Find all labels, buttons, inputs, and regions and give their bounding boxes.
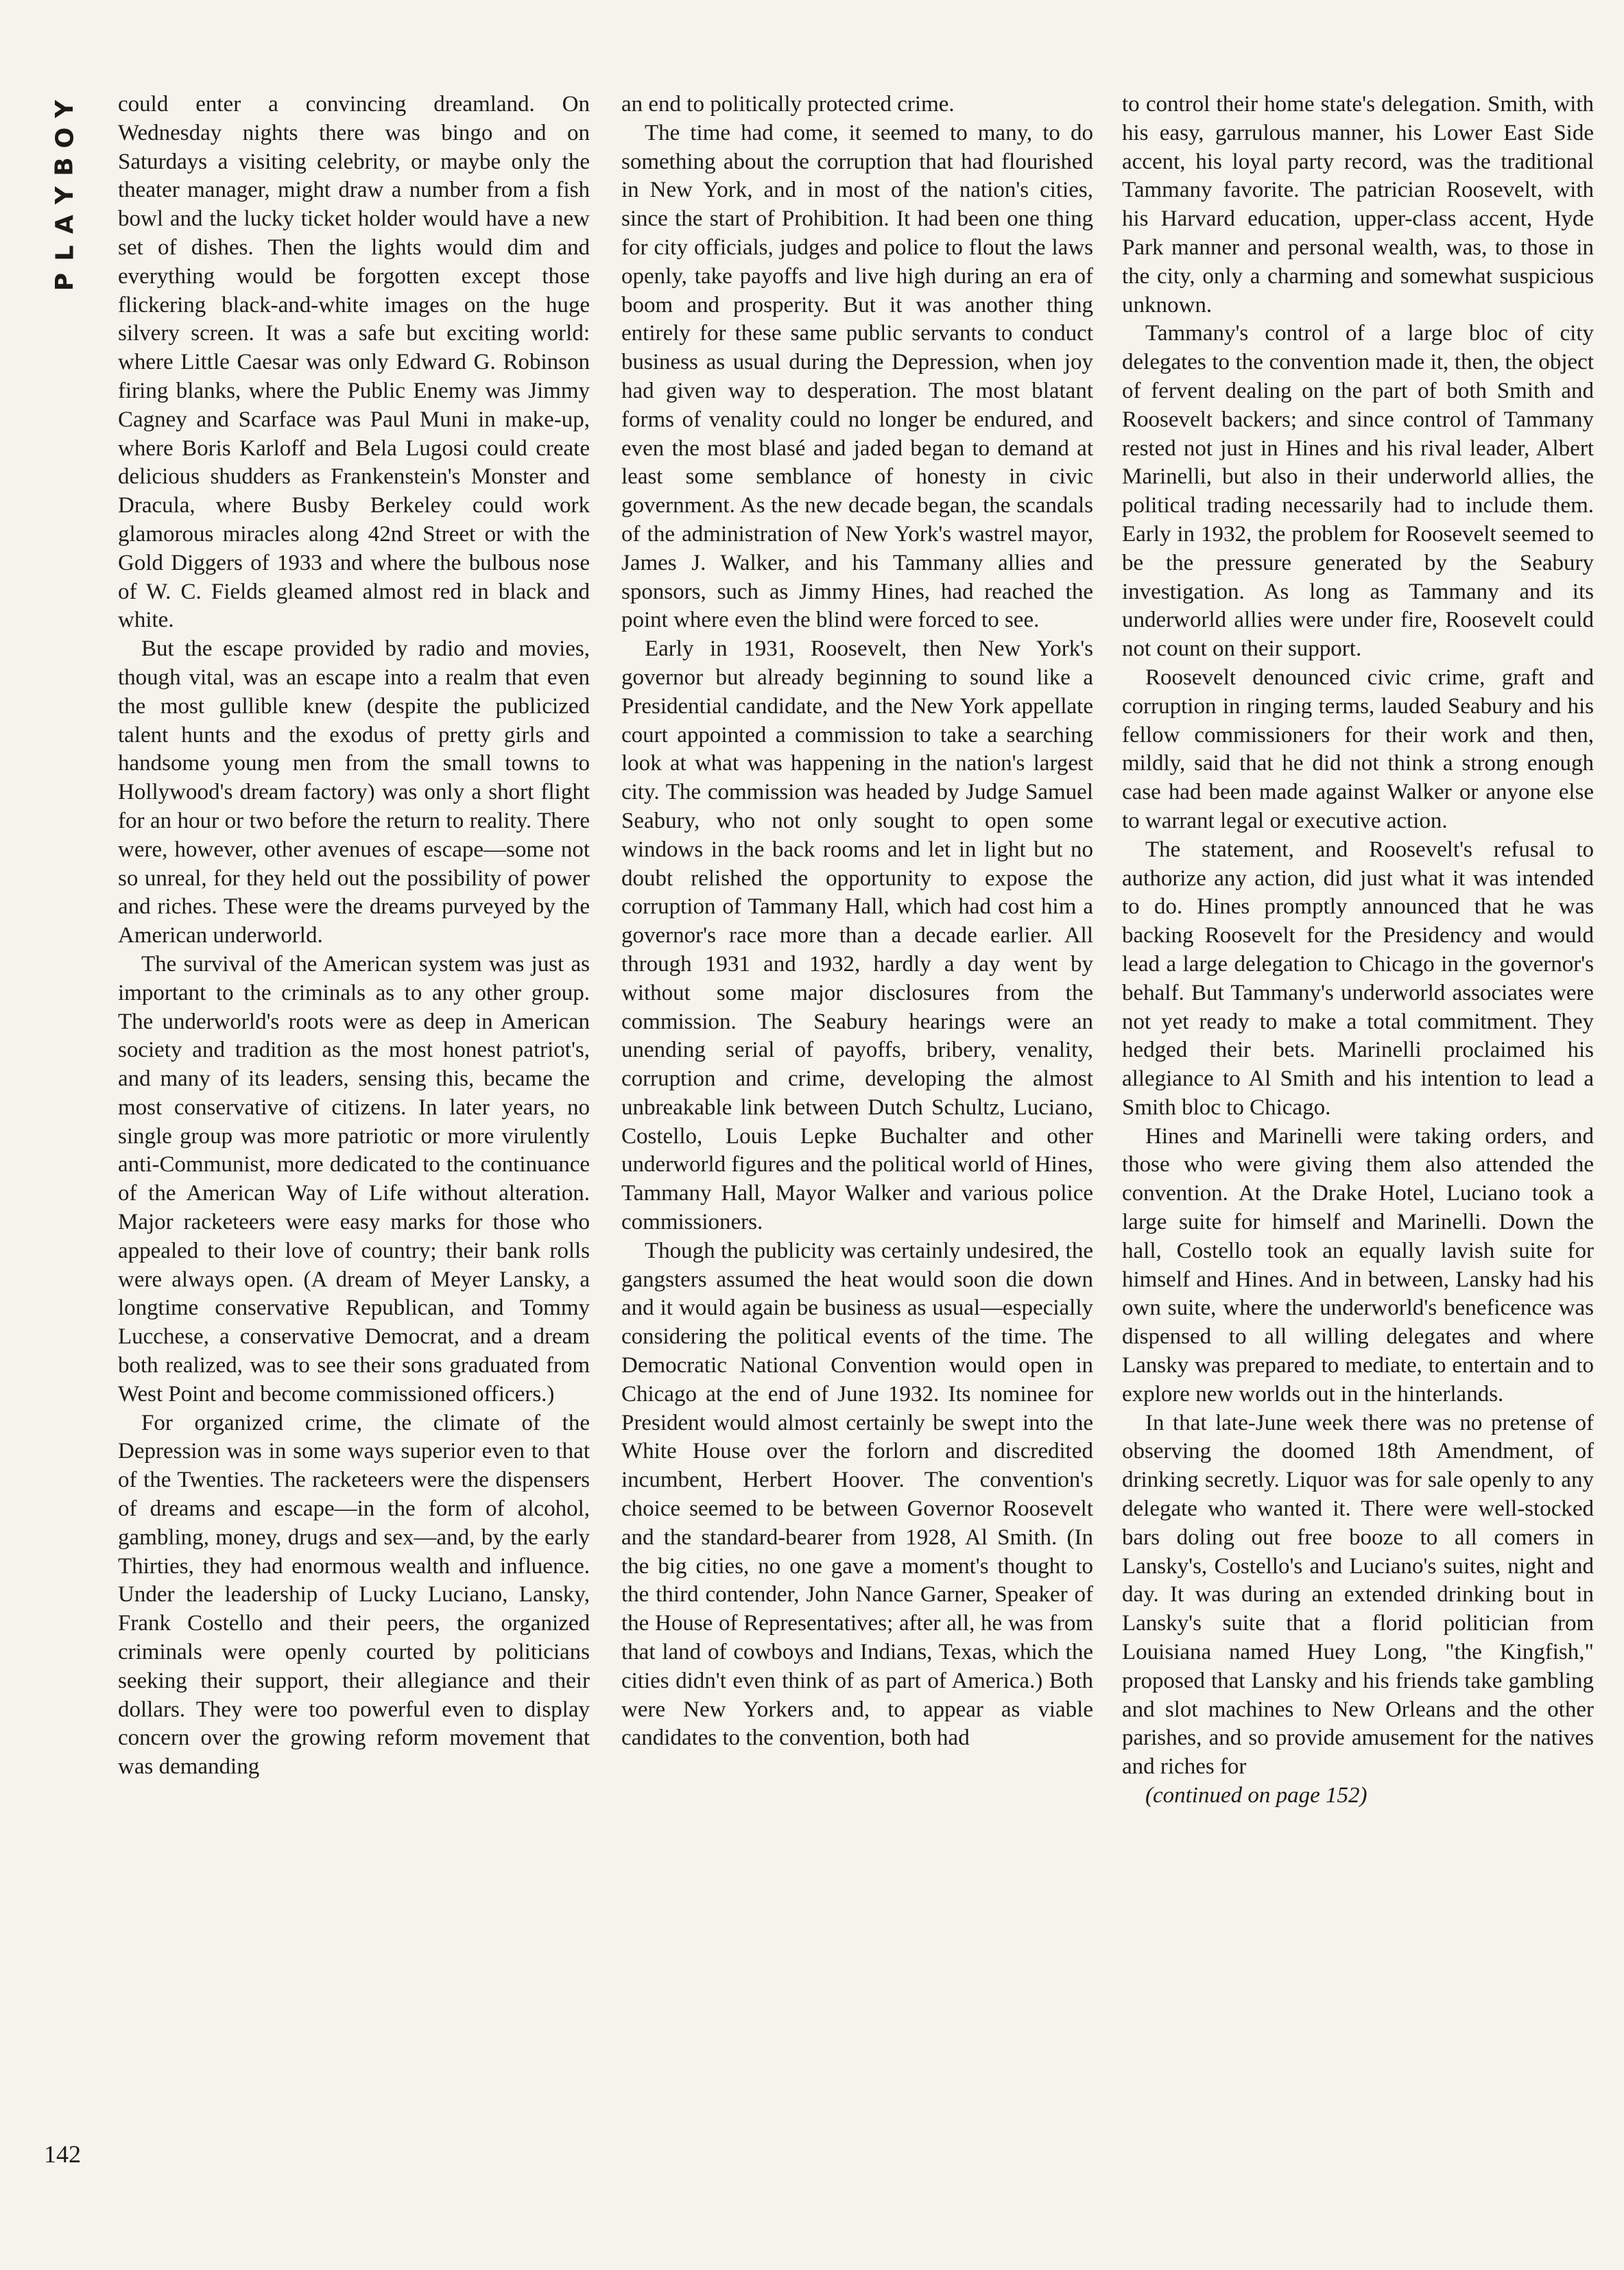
masthead-letter: A: [51, 215, 79, 234]
paragraph: The time had come, it seemed to many, to do something about the corruption that had flourished in New York, and in most of the nation's cities, since the start of Prohibition. It had been one thing for city officials, judges and police to flout the laws openly, take payoffs and live high during an era of boom and prosperity. But it was another thing entirely for these same public servants to conduct business as usual during the Depression, when joy had given way to desperation. The most blatant forms of venality could no longer be endured, and even the most blasé and jaded began to demand at least some semblance of honesty in civic government. As the new decade began, the scandals of the administration of New York's wastrel mayor, James J. Walker, and his Tammany allies and sponsors, such as Jimmy Hines, had reached the point where even the blind were forced to see.: [621, 120, 1093, 633]
paragraph: Early in 1931, Roosevelt, then New York's governor but already beginning to sound like a Presidential candidate, and the New York appellate court appointed a commission to take a searching look at what was happening in the nation's largest city. The commission was headed by Judge Samuel Seabury, who not only sought to open some windows in the back rooms and let in light but no doubt relished the opportunity to expose the corruption of Tammany Hall, which had cost him a governor's race more than a decade earlier. All through 1931 and 1932, hardly a day went by without some major disclosures from the commission. The Seabury hearings were an unending serial of payoffs, bribery, venality, corruption and crime, developing the almost unbreakable link between Dutch Schultz, Luciano, Costello, Louis Lepke Buchalter and other underworld figures and the political world of Hines, Tammany Hall, Mayor Walker and various police commissioners.: [621, 636, 1093, 1235]
paragraph: The statement, and Roosevelt's refusal to authorize any action, did just what it was intended to do. Hines promptly announced that he was backing Roosevelt for the Presidency and would lead a large delegation to Chicago in the governor's behalf. But Tammany's underworld associates were not yet ready to make a total commitment. They hedged their bets. Marinelli proclaimed his allegiance to Al Smith and his intention to lead a Smith bloc to Chicago.: [1122, 837, 1594, 1120]
paragraph: Though the publicity was certainly undesired, the gangsters assumed the heat would soon die down and it would again be business as usual—especially considering the political events of the time. The Democratic National Convention would open in Chicago at the end of June 1932. Its nominee for President would almost certainly be swept into the White House over the forlorn and discredited incumbent, Herbert Hoover. The convention's choice seemed to be between Governor Roosevelt and the standard-bearer from 1928, Al Smith. (In the big cities, no one gave a moment's thought to the third contender, John Nance Garner, Speaker of the House of Representatives; after all, he was from that land of cowboys and Indians, Texas, which the cities didn't even think of as part of America.) Both were New Yorkers and, to appear as viable candidates to the convention, both had: [621, 1238, 1093, 1751]
paragraph: The survival of the American system was just as important to the criminals as to any other group. The underworld's roots were as deep in American society and tradition as the most honest patriot's, and many of its leaders, sensing this, became the most conservative of citizens. In later years, no single group was more patriotic or more virulently anti-Communist, more dedicated to the continuance of the American Way of Life without alteration. Major racketeers were easy marks for those who appealed to their love of country; their bank rolls were always open. (A dream of Meyer Lansky, a longtime conservative Republican, and Tommy Lucchese, a conservative Democrat, and a dream both realized, was to see their sons graduated from West Point and become commissioned officers.): [118, 951, 590, 1407]
column-1: [118, 91, 590, 2175]
paragraph: Tammany's control of a large bloc of city delegates to the convention made it, then, the object of fervent dealing on the part of both Smith and Roosevelt backers; and since control of Tammany rested not just in Hines and his rival leader, Albert Marinelli, but also in their underworld allies, the political trading necessarily had to include them. Early in 1932, the problem for Roosevelt seemed to be the pressure generated by the Seabury investigation. As long as Tammany and its underworld allies were under fire, Roosevelt could not count on their support.: [1122, 321, 1594, 662]
column-2: [621, 91, 1093, 2175]
masthead-letter: B: [50, 157, 79, 176]
paragraph: But the escape provided by radio and movies, though vital, was an escape into a realm that even the most gullible knew (despite the publicized talent hunts and the exodus of pretty girls and handsome young men from the small towns to Hollywood's dream factory) was only a short flight for an hour or two before the return to reality. There were, however, other avenues of escape—some not so unreal, for they held out the possibility of power and riches. These were the dreams purveyed by the American underworld.: [118, 636, 590, 948]
paragraph: For organized crime, the climate of the Depression was in some ways superior even to that of the Twenties. The racketeers were the dispensers of dreams and escape—in the form of alcohol, gambling, money, drugs and sex—and, by the early Thirties, they had enormous wealth and influence. Under the leadership of Lucky Luciano, Lansky, Frank Costello and their peers, the organized criminals were openly courted by politicians seeking their support, their allegiance and their dollars. They were too powerful even to display concern over the growing reform movement that was demanding: [118, 1410, 590, 1780]
masthead-letter: Y: [50, 186, 79, 205]
paragraph: to control their home state's delegation. Smith, with his easy, garrulous manner, his Lower East Side accent, his loyal party record, was the traditional Tammany favorite. The patrician Roosevelt, with his Harvard education, upper-class accent, Hyde Park manner and personal wealth, was, to those in the city, only a charming and somewhat suspicious unknown.: [1122, 92, 1594, 318]
masthead-letter: L: [50, 245, 79, 261]
paragraph: Hines and Marinelli were taking orders, and those who were giving them also attended the convention. At the Drake Hotel, Luciano took a large suite for himself and Marinelli. Down the hall, Costello took an equally lavish suite for himself and Hines. And in between, Lansky had his own suite, where the underworld's beneficence was dispensed to all willing delegates and where Lansky was prepared to mediate, to entertain and to explore new worlds out in the hinterlands.: [1122, 1123, 1594, 1407]
paragraph: an end to politically protected crime.: [621, 92, 955, 117]
column-3: [1122, 91, 1594, 2175]
page-number: 142: [44, 2140, 81, 2168]
paragraph: In that late-June week there was no pretense of observing the doomed 18th Amendment, of drinking secretly. Liquor was for sale openly to any delegate who wanted it. There were well-stocked bars doling out free booze to all comers in Lansky's, Costello's and Luciano's suites, night and day. It was during an extended drinking bout in Lansky's suite that a florid politician from Louisiana named Huey Long, "the Kingfish," proposed that Lansky and his friends take gambling and slot machines to New Orleans and the other parishes, and so provide amusement for the natives and riches for: [1122, 1410, 1594, 1780]
paragraph: could enter a convincing dreamland. On Wednesday nights there was bingo and on Saturdays a visiting celebrity, or maybe only the theater manager, might draw a number from a fish bowl and the lucky ticket holder would have a new set of dishes. Then the lights would dim and everything would be forgotten except those flickering black-and-white images on the huge silvery screen. It was a safe but exciting world: where Little Caesar was only Edward G. Robinson firing blanks, where the Public Enemy was Jimmy Cagney and Scarface was Paul Muni in make-up, where Boris Karloff and Bela Lugosi could create delicious shudders as Frankenstein's Monster and Dracula, where Busby Berkeley could work glamorous miracles along 42nd Street or with the Gold Diggers of 1933 and where the bulbous nose of W. C. Fields gleamed almost red in black and white.: [118, 92, 590, 633]
continued-note: (continued on page 152): [1145, 1783, 1368, 1808]
paragraph: Roosevelt denounced civic crime, graft and corruption in ringing terms, lauded Seabury and his fellow commissioners for their work and then, mildly, said that he did not think a strong enough case had been made against Walker or anyone else to warrant legal or executive action.: [1122, 665, 1594, 833]
masthead-letter: Y: [50, 99, 79, 119]
masthead-letter: P: [50, 272, 79, 291]
masthead: [34, 95, 96, 296]
masthead-letter: O: [50, 127, 79, 149]
